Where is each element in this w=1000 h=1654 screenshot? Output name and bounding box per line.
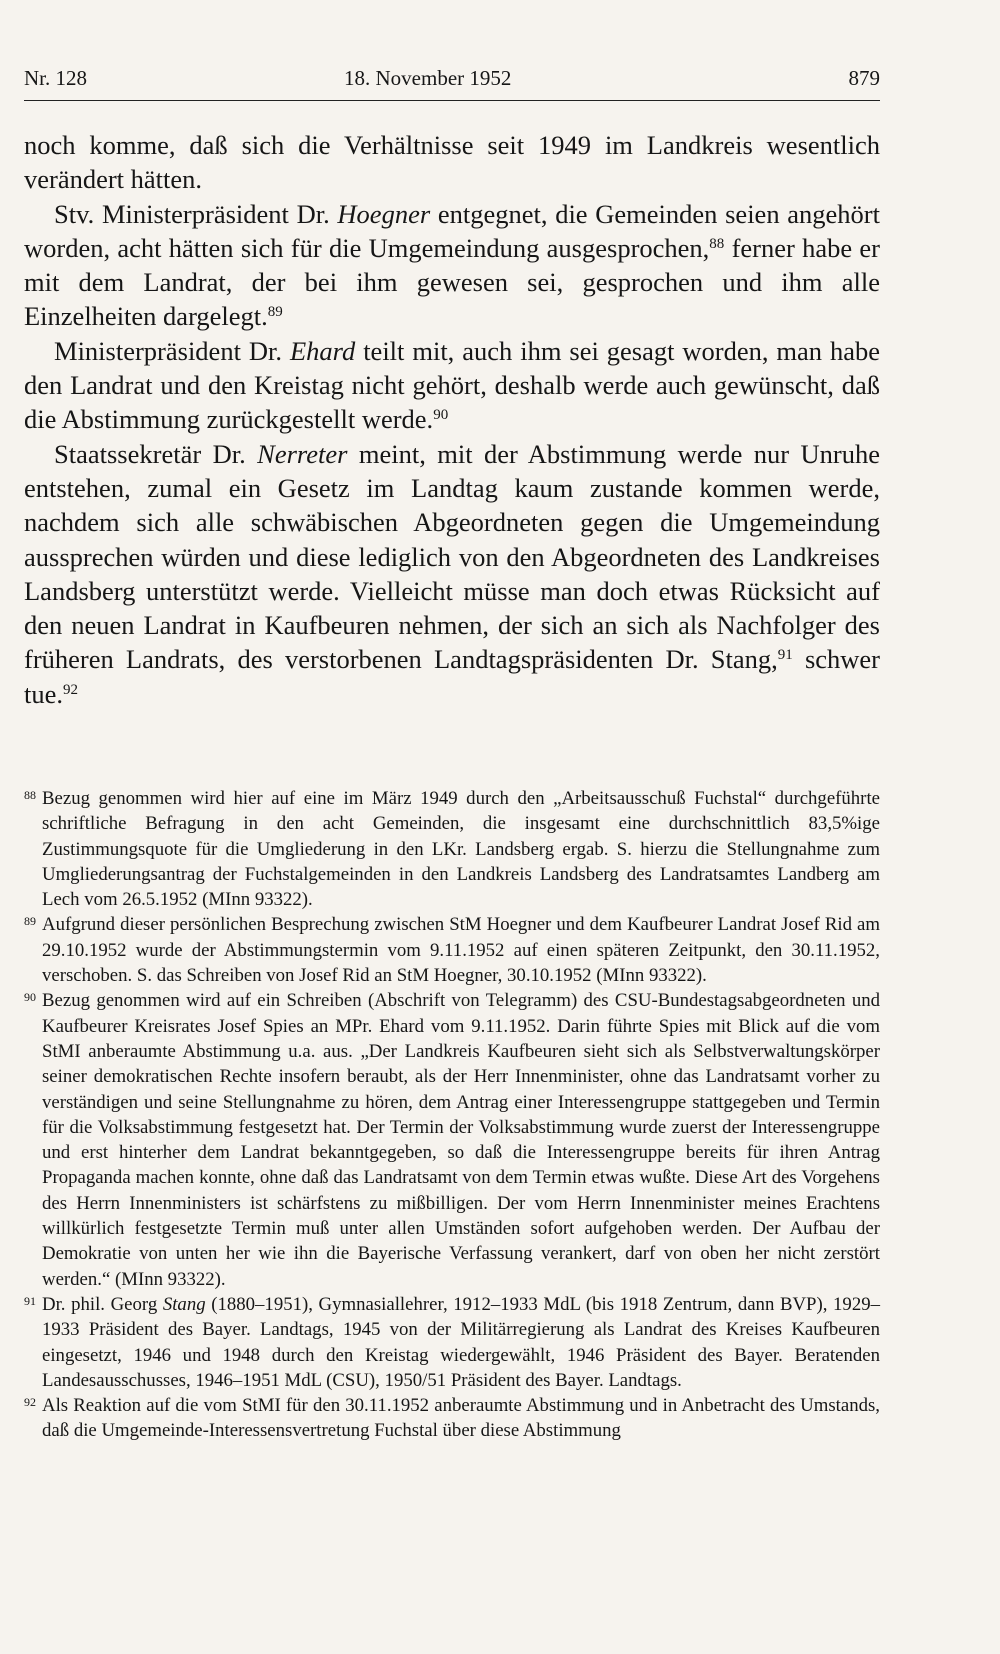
footnote-number: 89 bbox=[24, 914, 36, 929]
footnote-88 bbox=[24, 786, 880, 912]
session-date: 18. November 1952 bbox=[344, 66, 512, 90]
paragraph-3 bbox=[24, 334, 880, 437]
footnote-text: Bezug genommen wird auf ein Schreiben (Abschrift von Telegramm) des CSU-Bundestagsabgeordneten und Kaufbeurer Kreisrates Josef Spies an MPr. Ehard vom 9.11.1952. Darin führte Spies mit Blick auf die vom StMI anberaumte Abstimmung u.a. aus. „Der Landkreis Kaufbeuren sieht sich als Selbstverwaltungskörper seiner demokratischen Rechte insofern beraubt, als der Herr Innenminister, ohne das Landratsamt vorher zu verständigen und seine Stellungnahme zu hören, dem Antrag einer Interessengruppe stattgegeben und Termin für die Volksabstimmung festgesetzt hat. Der Termin der Volksabstimmung wurde zuerst der Interessengruppe und erst hinterher dem Landrat bekanntgegeben, so daß die Interessengruppe bereits für ihren Antrag Propaganda machen konnte, ohne daß das Landratsamt von dem Termin etwas wußte. Diese Art des Vorgehens des Herrn Innenministers ist schärfstens zu mißbilligen. Der vom Herrn Innenminister meines Erachtens willkürlich festgesetzte Termin muß unter allen Umständen sofort aufgehoben werden. Der Aufbau der Demokratie von unten her wie ihn die Bayerische Verfassung verankert, darf von oben her nicht zerstört werden.“ (MInn 93322). bbox=[42, 990, 880, 1290]
footnote-number: 91 bbox=[24, 1293, 36, 1308]
footnote-text: Bezug genommen wird hier auf eine im März 1949 durch den „Arbeitsausschuß Fuchstal“ durchgeführte schriftliche Befragung in den acht Gemeinden, die insgesamt eine durchschnittlich 83,5%ige Zustimmungsquote für die Umgliederung in den LKr. Landsberg ergab. S. hierzu die Stellungnahme zum Umgliederungsantrag der Fuchstalgemeinden in den Landkreis Landsberg des Landratsamtes Landberg am Lech vom 26.5.1952 (MInn 93322). bbox=[42, 788, 880, 911]
footnote-text: Dr. phil. Georg bbox=[42, 1293, 163, 1315]
footnote-ref-89[interactable]: 89 bbox=[267, 304, 283, 321]
speaker-office: Stv. Ministerpräsident bbox=[54, 198, 297, 229]
footnote-number: 88 bbox=[24, 788, 36, 802]
paragraph-4 bbox=[24, 437, 880, 711]
speaker-office: Ministerpräsident bbox=[54, 335, 249, 366]
footnote-92 bbox=[24, 1393, 880, 1444]
paragraph-text: ferner habe er mit dem Landrat, der bei ihm gewesen sei, gesprochen und ihm alle Einzelheiten dargelegt. bbox=[24, 232, 880, 332]
paragraph-text: teilt mit, auch ihm sei gesagt worden, man habe den Landrat und den Kreistag nicht gehört, deshalb werde auch gewünscht, daß die Abstimmung zurückgestellt werde. bbox=[24, 335, 881, 435]
footnote-text: (1880–1951), Gymnasiallehrer, 1912–1933 MdL (bis 1918 Zentrum, dann BVP), 1929–1933 Präsident des Bayer. Landtags, 1945 von der Militärregierung als Landrat des Kreises Kaufbeuren eingesetzt, 1946 und 1948 durch den Kreistag wiedergewählt, 1946 Präsident des Bayer. Beratenden Landesausschusses, 1946–1951 MdL (CSU), 1950/51 Präsident des Bayer. Landtags. bbox=[42, 1293, 880, 1391]
page-number: 879 bbox=[848, 66, 880, 90]
speaker-name: Nerreter bbox=[257, 438, 348, 469]
footnote-90 bbox=[24, 988, 880, 1292]
paragraph-text: schwer tue. bbox=[24, 644, 880, 709]
footnote-number: 92 bbox=[24, 1395, 36, 1410]
paragraph-1: noch komme, daß sich die Verhältnisse seit 1949 im Landkreis wesentlich verändert hätten. bbox=[24, 130, 880, 195]
footnote-number: 90 bbox=[24, 990, 36, 1005]
footnotes bbox=[24, 786, 880, 1444]
footnote-ref-88[interactable]: 88 bbox=[709, 235, 725, 252]
speaker-office: Staatssekretär bbox=[54, 438, 213, 469]
speaker-name: Hoegner bbox=[337, 198, 431, 229]
footnote-ref-91[interactable]: 91 bbox=[777, 647, 793, 664]
footnote-text: Als Reaktion auf die vom StMI für den 30.11.1952 anberaumte Abstimmung und in Anbetracht des Umstands, daß die Umgemeinde-Interessensvertretung Fuchstal über diese Abstimmung bbox=[42, 1395, 880, 1442]
speaker-title: Dr. bbox=[296, 198, 338, 229]
running-header bbox=[24, 66, 880, 101]
footnote-text: Aufgrund dieser persönlichen Besprechung zwischen StM Hoegner und dem Kaufbeurer Landrat Josef Rid am 29.10.1952 wurde der Abstimmungstermin vom 9.11.1952 auf einen späteren Zeitpunkt, den 30.11.1952, verschoben. S. das Schreiben von Josef Rid an StM Hoegner, 30.10.1952 (MInn 93322). bbox=[42, 914, 880, 987]
speaker-title: Dr. bbox=[248, 335, 290, 366]
paragraph-text: entgegnet, die Gemeinden seien angehört worden, acht hätten sich für die Umgemeindung ausgesprochen, bbox=[24, 198, 880, 263]
footnote-ref-92[interactable]: 92 bbox=[63, 681, 78, 698]
paragraph-text: meint, mit der Abstimmung werde nur Unruhe entstehen, zumal ein Gesetz im Landtag kaum zustande kommen werde, nachdem sich alle schwäbischen Abgeordneten gegen die Umgemeindung aussprechen würden und diese lediglich von den Abgeordneten des Landkreises Landsberg unterstützt werde. Vielleicht müsse man doch etwas Rücksicht auf den neuen Landrat in Kaufbeuren nehmen, der sich an sich als Nachfolger des früheren Landrats, des verstorbenen Landtagspräsidenten Dr. Stang, bbox=[24, 438, 880, 675]
speaker-name: Ehard bbox=[289, 335, 356, 366]
speaker-title: Dr. bbox=[212, 438, 258, 469]
paragraph-2 bbox=[24, 197, 880, 334]
footnote-89 bbox=[24, 912, 880, 988]
document-number: Nr. 128 bbox=[24, 66, 87, 90]
person-name: Stang bbox=[162, 1293, 206, 1315]
footnote-91 bbox=[24, 1292, 880, 1393]
footnote-ref-90[interactable]: 90 bbox=[433, 407, 449, 424]
body-text bbox=[24, 128, 880, 711]
